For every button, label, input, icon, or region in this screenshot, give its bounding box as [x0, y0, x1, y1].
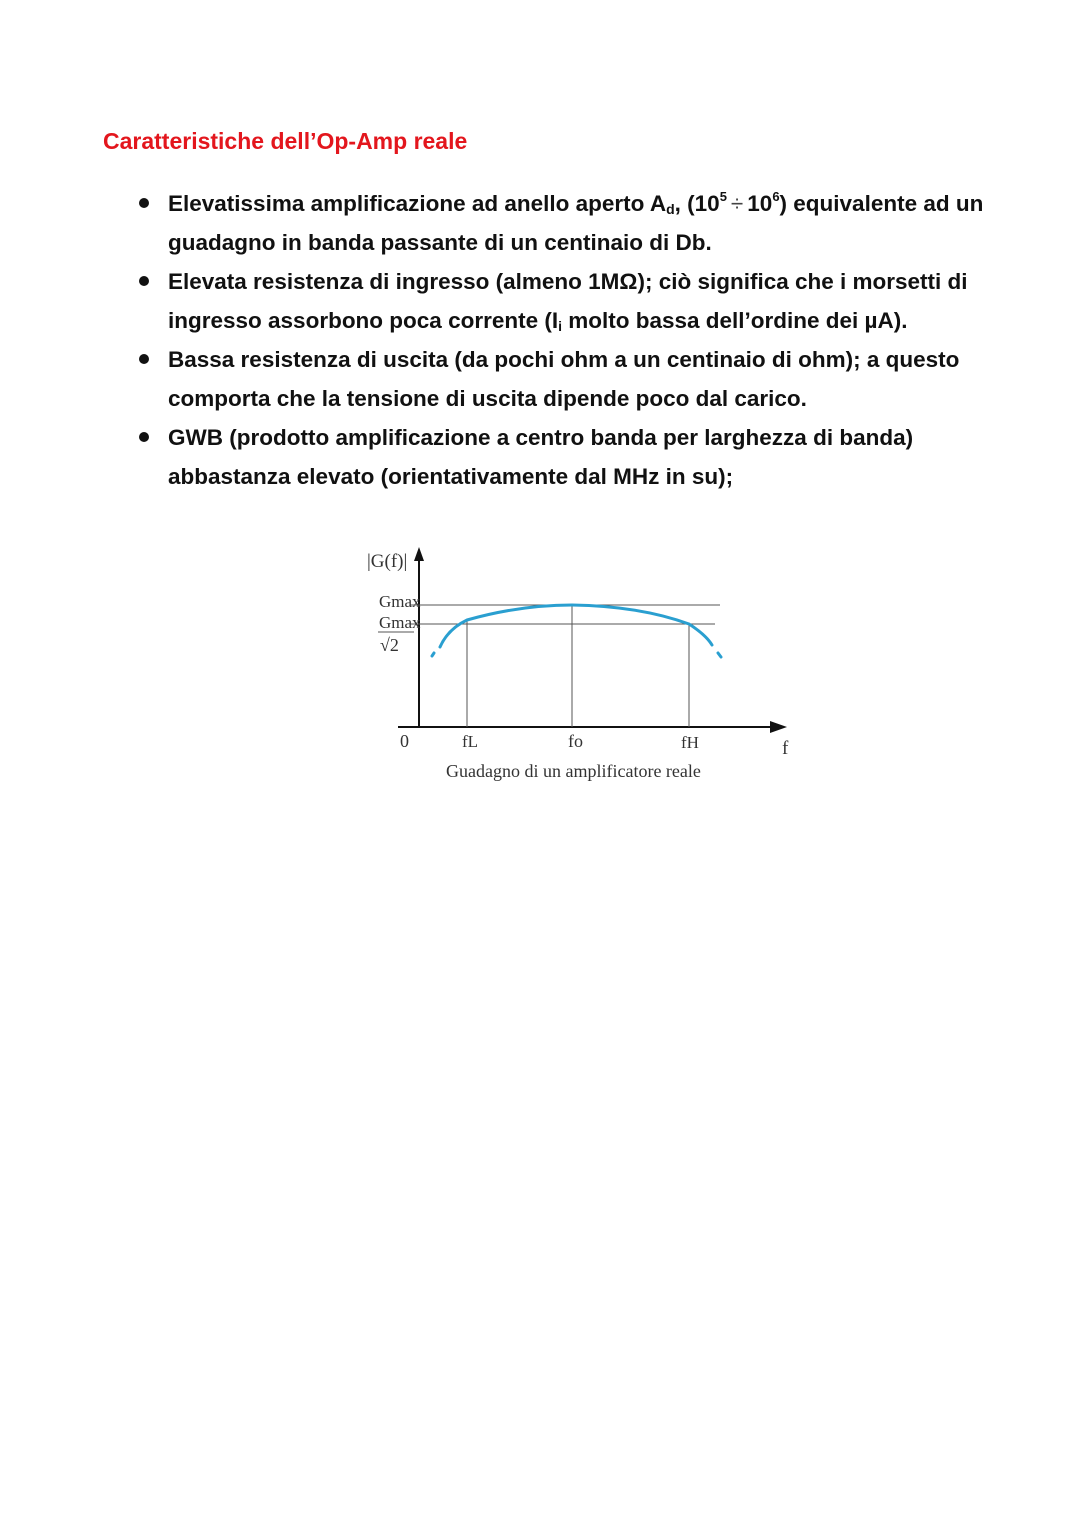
list-item: GWB (prodotto amplificazione a centro banda per larghezza di banda) abbastanza elevato (orientativamente dal MHz in su); — [135, 418, 995, 496]
list-item: Bassa resistenza di uscita (da pochi ohm a un centinaio di ohm); a questo comporta che la tensione di uscita dipende poco dal carico. — [135, 340, 995, 418]
gain-curve-tail-left — [432, 653, 434, 656]
gmax-frac-num: Gmax — [379, 613, 421, 632]
list-item: Elevata resistenza di ingresso (almeno 1MΩ); ciò significa che i morsetti di ingresso assorbono poca corrente ($I_i$ molto bassa dell’ordine dei µA). — [135, 262, 995, 340]
fH-label: fH — [681, 733, 699, 752]
page-title: Caratteristiche dell’Op-Amp reale — [103, 128, 468, 154]
x-axis-label: f — [782, 738, 789, 759]
list-item: Elevatissima amplificazione ad anello aperto $A_d$, $(10^5 \div 10^6)$ equivalente ad un guadagno in banda passante di un centinaio di Db. — [135, 184, 995, 262]
y-axis-arrow-icon — [414, 547, 424, 561]
f0-label: fo — [568, 731, 583, 751]
gain-diagram — [350, 535, 810, 795]
gain-figure — [350, 535, 810, 795]
x-axis-arrow-icon — [770, 721, 787, 733]
figure-caption: Guadagno di un amplificatore reale — [446, 761, 701, 781]
y-axis-label: |G(f)| — [367, 551, 408, 572]
gain-curve-tail-right — [718, 653, 721, 657]
bullet-icon — [139, 198, 149, 208]
origin-label: 0 — [400, 731, 409, 751]
fL-label: fL — [462, 732, 479, 751]
bullet-icon — [139, 354, 149, 364]
gmax-label: Gmax — [379, 592, 421, 611]
bullet-icon — [139, 276, 149, 286]
bullet-icon — [139, 432, 149, 442]
gain-curve — [440, 605, 712, 647]
gmax-frac-den: √2 — [380, 635, 399, 655]
characteristics-list — [135, 184, 995, 496]
